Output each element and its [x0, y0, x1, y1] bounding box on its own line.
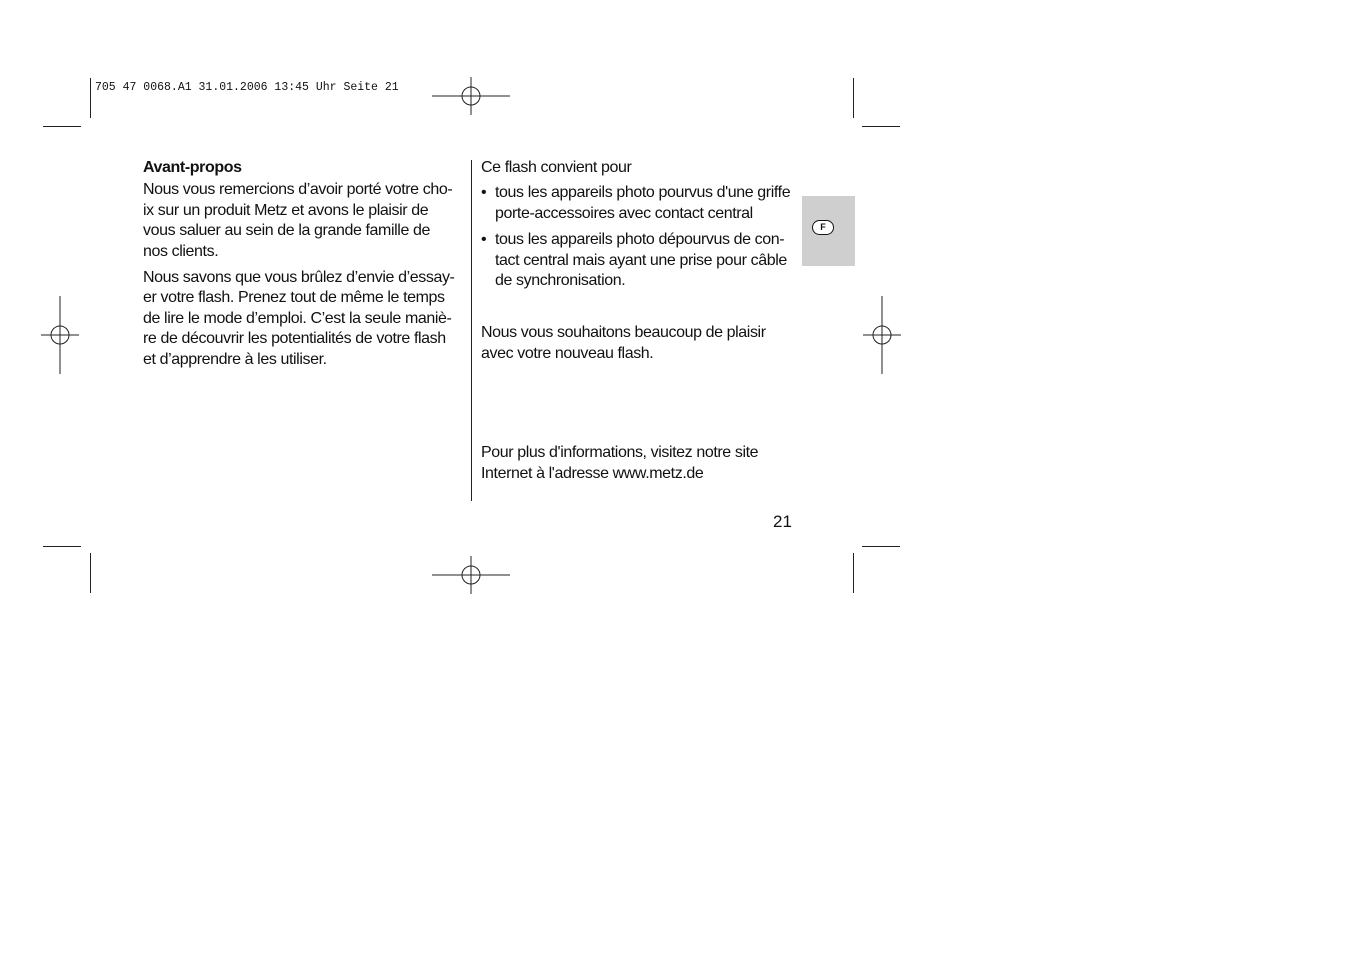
manual-paragraph: Nous savons que vous brûlez d’envie d’essay- er votre flash. Prenez tout de même le temps de lire le mode d’emploi. C’est la seule maniè- re de découvrir les potentialités de votre flash et d’apprendre à les utiliser.	[143, 269, 455, 368]
crop-mark	[90, 78, 91, 118]
crop-mark	[43, 546, 81, 547]
right-column	[481, 158, 801, 490]
registration-mark-top	[432, 57, 510, 135]
crop-mark	[862, 546, 900, 547]
intro-paragraph: Nous vous remercions d’avoir porté votre cho- ix sur un produit Metz et avons le plaisir de vous saluer au sein de la grande famille de nos clients.	[143, 181, 453, 260]
compatibility-intro: Ce flash convient pour	[481, 159, 632, 176]
language-badge: F	[812, 220, 834, 235]
bullet-item: • tous les appareils photo dépourvus de con- tact central mais ayant une prise pour câble de synchronisation.	[481, 230, 801, 291]
wish-paragraph: Nous vous souhaitons beaucoup de plaisir avec votre nouveau flash.	[481, 324, 766, 362]
crop-mark	[853, 553, 854, 593]
print-slug: 705 47 0068.A1 31.01.2006 13:45 Uhr Seite 21	[95, 81, 399, 94]
left-column	[143, 158, 463, 376]
page-number: 21	[773, 512, 792, 531]
crop-mark	[862, 126, 900, 127]
bullet-item: • tous les appareils photo pourvus d'une griffe porte-accessoires avec contact central	[481, 183, 801, 224]
crop-mark	[853, 78, 854, 118]
registration-mark-right	[843, 296, 921, 374]
registration-mark-left	[21, 296, 99, 374]
info-paragraph: Pour plus d'informations, visitez notre site Internet à l'adresse www.metz.de	[481, 444, 759, 482]
section-heading: Avant-propos	[143, 159, 242, 176]
crop-mark	[43, 126, 81, 127]
language-tab	[802, 196, 855, 266]
registration-mark-bottom	[432, 536, 510, 614]
crop-mark	[90, 553, 91, 593]
column-divider	[471, 160, 472, 501]
